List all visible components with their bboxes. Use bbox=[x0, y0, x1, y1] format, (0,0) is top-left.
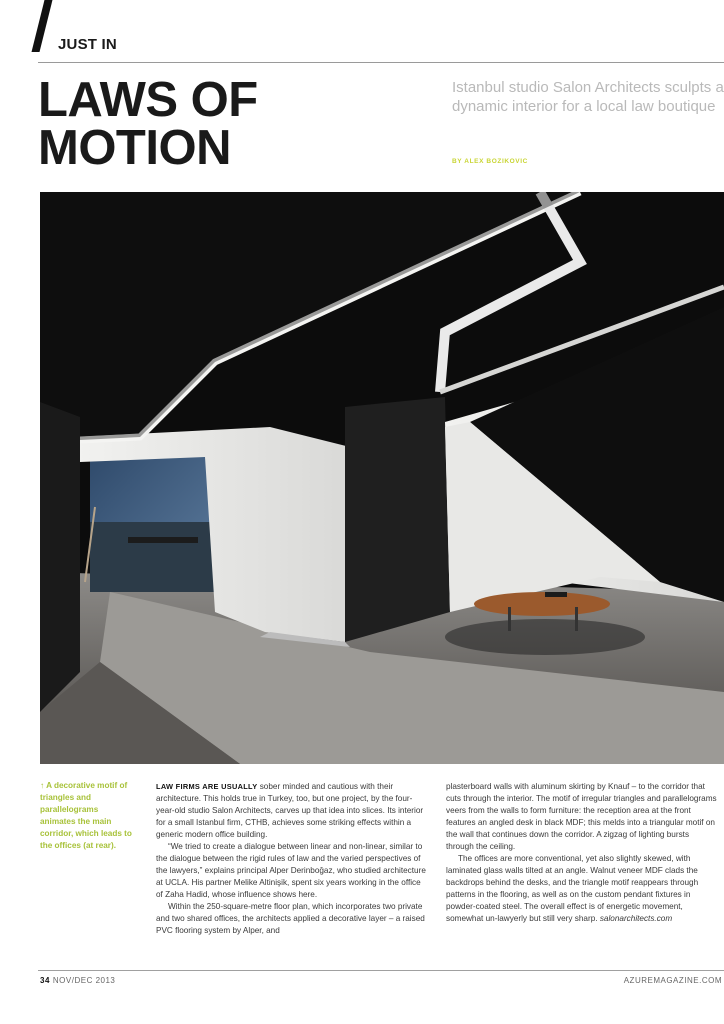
headline bbox=[38, 73, 338, 175]
body-column-1 bbox=[156, 781, 428, 937]
body-column-2 bbox=[446, 781, 718, 925]
body-paragraph bbox=[446, 853, 718, 925]
body-paragraph: plasterboard walls with aluminum skirting by Knauf – to the corridor that cuts through the interior. The motif of irregular triangles and parallelograms veers from the walls to form furniture: the reception area at the front features an angled desk in black MDF; this melds into a triangular motif on the wall that continues down the corridor. A zigzag of lighting bursts through the ceiling. bbox=[446, 782, 717, 851]
header-rule bbox=[38, 62, 724, 63]
issue-date: NOV/DEC 2013 bbox=[52, 976, 116, 985]
interior-photo-illustration bbox=[40, 192, 724, 764]
headline-line-1: LAWS OF bbox=[38, 73, 258, 127]
website-link[interactable]: salonarchitects.com bbox=[599, 914, 673, 923]
lead-in: LAW FIRMS ARE USUALLY bbox=[156, 782, 258, 791]
section-label: JUST IN bbox=[58, 36, 117, 53]
section-slash-mark bbox=[32, 0, 53, 52]
body-paragraph: “We tried to create a dialogue between linear and non-linear, similar to the dialogue between the rigid rules of law and the varied perspectives of the lawyers,” explains principal Alper Derinboğaz, who studied architecture at UCLA. His partner Melike Altinişik, spent six years working in the office of Zaha Hadid, whose influence shows here. bbox=[156, 842, 426, 899]
body-paragraph bbox=[156, 781, 428, 841]
footer-rule bbox=[38, 970, 724, 971]
byline: BY ALEX BOZIKOVIC bbox=[452, 158, 528, 165]
paragraph-text: sober minded and cautious with their architecture. This holds true in Turkey, too, but one project, by the four-year-old studio Salon Architects, carves up that idea into slices. Its interior for a small Istanbul firm, CTHB, achieves some striking effects within a generic modern office building. bbox=[156, 782, 424, 839]
photo-caption: ↑ A decorative motif of triangles and parallelograms animates the main corridor, which leads to the offices (at rear). bbox=[40, 781, 132, 850]
body-paragraph: Within the 250-square-metre floor plan, which incorporates two private and two shared offices, the architects applied a decorative layer – a raised PVC flooring system by Alper, and bbox=[156, 902, 425, 935]
paragraph-text: The offices are more conventional, yet also slightly skewed, with laminated glass walls tilted at an angle. Walnut veneer MDF clads the backdrops behind the desks, and the triangle motif reappears through patterns in the flooring, as well as on the custom pendant fixtures in powder-coated steel. The overall effect is of energetic movement, somewhat un-lawyerly but still very sharp. bbox=[446, 854, 699, 923]
page-number: 34 bbox=[40, 976, 50, 985]
interior-photo bbox=[40, 192, 724, 764]
page-folio bbox=[40, 976, 115, 985]
deck-text: Istanbul studio Salon Architects sculpts a dynamic interior for a local law boutique bbox=[452, 79, 724, 115]
magazine-site: AZUREMAGAZINE.COM bbox=[623, 976, 722, 985]
headline-line-2: MOTION bbox=[38, 121, 231, 175]
